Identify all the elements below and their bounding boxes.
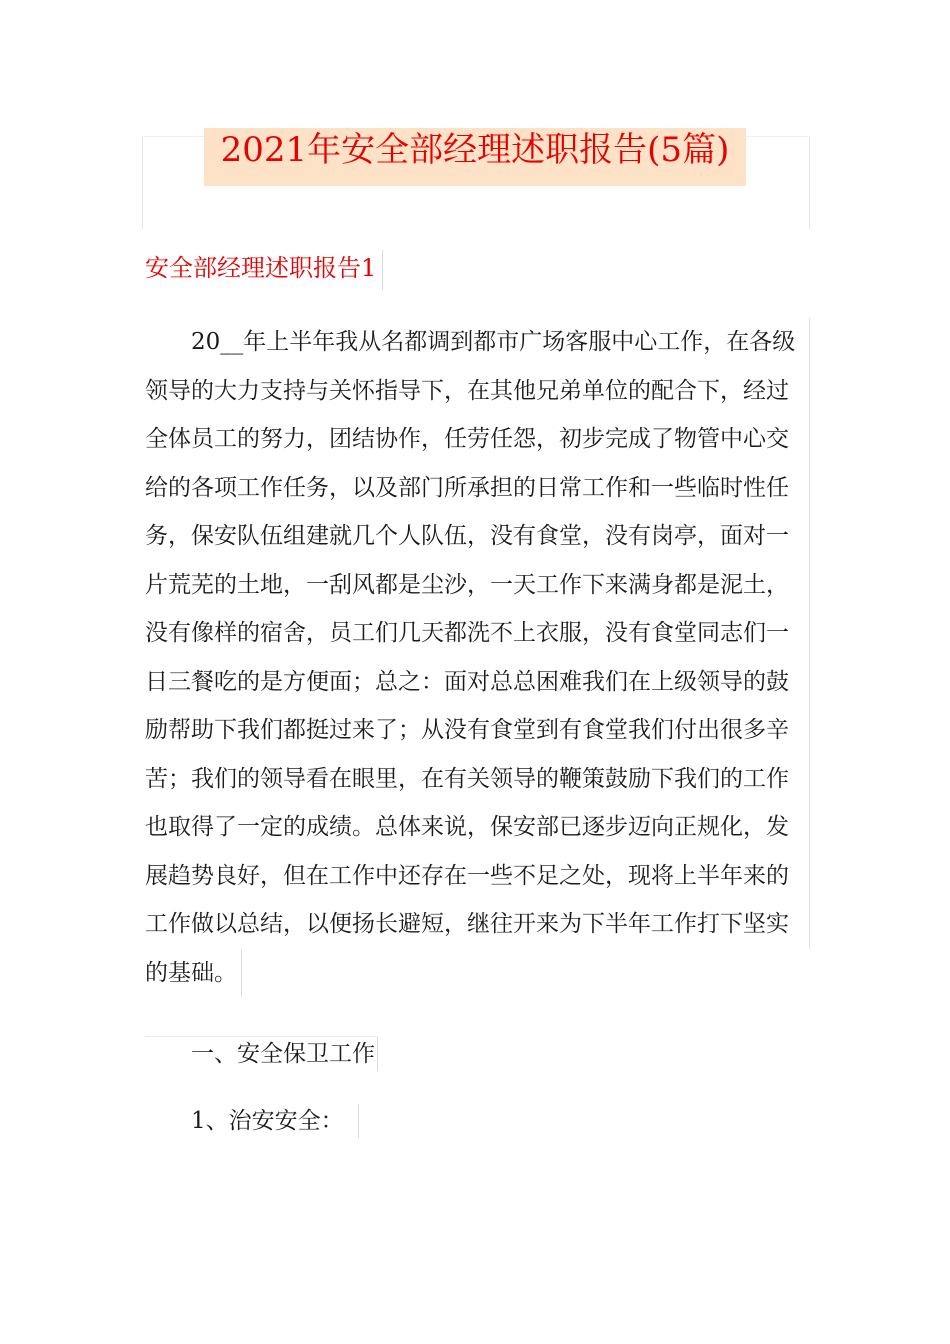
body-paragraph [145, 318, 810, 1015]
paragraph-line: 日三餐吃的是方便面；总之：面对总总困难我们在上级领导的鼓 [145, 658, 810, 707]
paragraph-line: 工作做以总结，以便扬长避短，继往开来为下半年工作打下坚实 [145, 900, 810, 949]
paragraph-line: 给的各项工作任务，以及部门所承担的日常工作和一些临时性任 [145, 464, 810, 513]
paragraph-line: 苦；我们的领导看在眼里，在有关领导的鞭策鼓励下我们的工作 [145, 755, 810, 804]
document-title: 2021年安全部经理述职报告(5篇) [204, 128, 746, 186]
paragraph-line: 领导的大力支持与关怀指导下，在其他兄弟单位的配合下，经过 [145, 367, 810, 416]
paragraph-line: 的基础。 [145, 949, 242, 998]
section-title: 安全部经理述职报告1 [145, 250, 383, 290]
paragraph-line: 片荒芜的土地，一刮风都是尘沙，一天工作下来满身都是泥土， [145, 561, 810, 610]
paragraph-line: 务，保安队伍组建就几个人队伍，没有食堂，没有岗亭，面对一 [145, 512, 810, 561]
paragraph-line: 全体员工的努力，团结协作，任劳任怨，初步完成了物管中心交 [145, 415, 810, 464]
paragraph-line: 也取得了一定的成绩。总体来说，保安部已逐步迈向正规化，发 [145, 803, 810, 852]
paragraph-line: 20__年上半年我从名都调到都市广场客服中心工作，在各级 [145, 318, 810, 367]
paragraph-line: 展趋势良好，但在工作中还存在一些不足之处，现将上半年来的 [145, 852, 810, 901]
paragraph-line: 励帮助下我们都挺过来了；从没有食堂到有食堂我们付出很多辛 [145, 706, 810, 755]
paragraph-line: 没有像样的宿舍，员工们几天都洗不上衣服，没有食堂同志们一 [145, 609, 810, 658]
subsection-heading: 1、治安安全： [145, 1104, 359, 1138]
section-heading: 一、安全保卫工作 [145, 1036, 378, 1071]
